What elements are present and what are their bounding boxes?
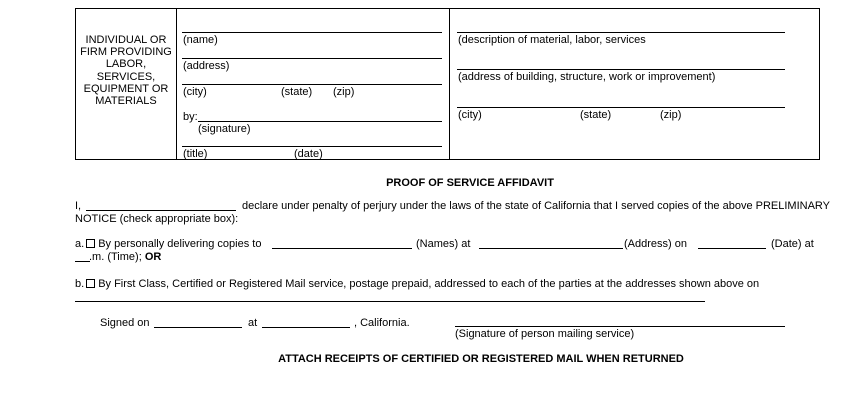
declare-text: declare under penalty of perjury under the laws of the state of California that I served copies of the above PRELIMINARY	[242, 200, 831, 212]
i-prefix: I,	[75, 200, 82, 212]
signed-place-line[interactable]	[262, 327, 350, 328]
title-date-line[interactable]	[182, 146, 442, 147]
footer-notice: ATTACH RECEIPTS OF CERTIFIED OR REGISTERED MAIL WHEN RETURNED	[278, 353, 684, 365]
mail-date-line[interactable]	[75, 301, 705, 302]
mailer-signature-line[interactable]	[455, 326, 785, 327]
names-line[interactable]	[272, 248, 412, 249]
option-a-checkbox[interactable]	[86, 239, 95, 248]
option-b-prefix: b.	[75, 278, 85, 290]
option-a	[75, 238, 261, 250]
signature-label: (signature)	[198, 123, 251, 135]
project-address-label: (address of building, structure, work or improvement)	[458, 71, 716, 83]
claimant-type-label: INDIVIDUAL OR FIRM PROVIDING LABOR, SERVICES, EQUIPMENT OR MATERIALS	[80, 34, 172, 108]
signed-on-label: Signed on	[100, 317, 150, 329]
time-line[interactable]	[75, 261, 90, 262]
delivery-address-line[interactable]	[479, 248, 623, 249]
claimant-state-label: (state)	[281, 86, 313, 98]
claimant-city-label: (city)	[183, 86, 207, 98]
date-label: (date)	[294, 148, 323, 160]
table-divider-left	[176, 8, 177, 160]
california-label: , California.	[354, 317, 410, 329]
mailer-signature-label: (Signature of person mailing service)	[455, 328, 635, 340]
option-b	[75, 278, 759, 290]
address-label: (address)	[183, 60, 230, 72]
project-address-line[interactable]	[457, 69, 785, 70]
option-a-prefix: a.	[75, 238, 85, 250]
option-b-text: By First Class, Certified or Registered Mail service, postage prepaid, addressed to each of the parties at the addresses shown above on	[98, 278, 760, 290]
declarant-name-line[interactable]	[86, 210, 236, 211]
table-divider-right	[449, 8, 450, 160]
project-city-line[interactable]	[457, 107, 785, 108]
option-b-checkbox[interactable]	[86, 279, 95, 288]
project-city-label: (city)	[458, 109, 482, 121]
description-label: (description of material, labor, services	[458, 34, 646, 46]
at-label: at	[248, 317, 258, 329]
or-label: OR	[144, 251, 162, 263]
description-line[interactable]	[457, 32, 785, 33]
time-label: .m. (Time);	[89, 251, 142, 263]
option-a-time-line-text	[89, 251, 161, 263]
by-label: by:	[183, 111, 198, 123]
affidavit-heading: PROOF OF SERVICE AFFIDAVIT	[386, 177, 554, 189]
address-line[interactable]	[182, 58, 442, 59]
names-label: (Names) at	[416, 238, 471, 250]
delivery-date-line[interactable]	[698, 248, 766, 249]
project-zip-label: (zip)	[660, 109, 682, 121]
address-on-label: (Address) on	[624, 238, 687, 250]
signature-line[interactable]	[198, 121, 442, 122]
name-line[interactable]	[182, 32, 442, 33]
signed-date-line[interactable]	[154, 327, 242, 328]
title-label: (title)	[183, 148, 208, 160]
option-a-text: By personally delivering copies to	[98, 238, 262, 250]
city-state-zip-line[interactable]	[182, 84, 442, 85]
claimant-zip-label: (zip)	[333, 86, 355, 98]
name-label: (name)	[183, 34, 218, 46]
project-state-label: (state)	[580, 109, 612, 121]
date-at-label: (Date) at	[771, 238, 814, 250]
notice-text: NOTICE (check appropriate box):	[75, 213, 239, 225]
